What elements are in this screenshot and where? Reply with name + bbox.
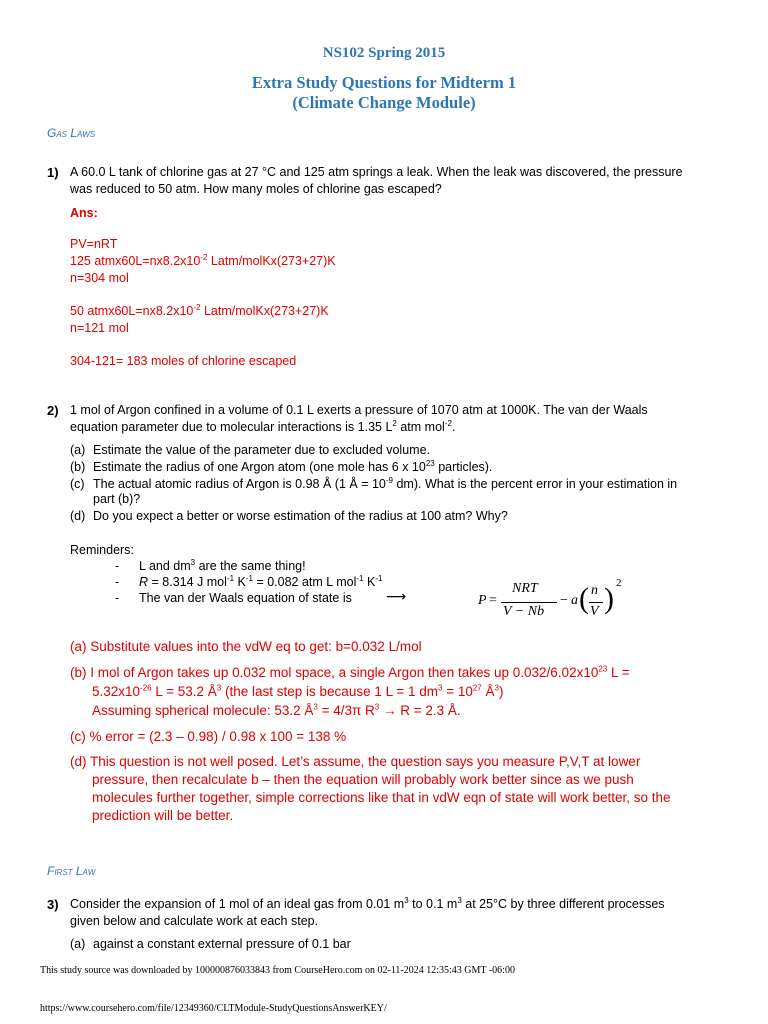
bullet-dash: - [115, 575, 120, 589]
q1-answer-line: 125 $atmx60L=nx8.2x10^{-2}$ Latm/molKx(273+27)K [70, 252, 336, 268]
formula-a: a [571, 593, 578, 608]
section-first-law: First Law [47, 864, 96, 878]
q2-part-a-label: (a) [70, 443, 86, 457]
q2-part-d: Do you expect a better or worse estimation of the radius at 100 atm? Why? [93, 509, 508, 523]
q1-line1: A 60.0 L tank of chlorine gas at 27 °C and 125 atm springs a leak. When the leak was discovered, the pressure [70, 165, 683, 179]
formula-v: V [590, 604, 599, 619]
reminder-3: The van der Waals equation of state is [139, 591, 352, 605]
question-number-3: 3) [47, 897, 59, 912]
formula-numerator: NRT [512, 581, 538, 596]
bullet-dash: - [115, 559, 120, 573]
q2-answer-d-line2: pressure, then recalculate b – then the equation will probably work better since as we push [92, 772, 634, 787]
reminders-heading: Reminders: [70, 543, 134, 557]
q2-answer-d-line4: prediction will be better. [92, 808, 234, 823]
q1-answer-line: n=121 mol [70, 321, 129, 335]
q2-answer-a: (a) Substitute values into the vdW eq to get: b=0.032 L/mol [70, 639, 422, 654]
q2-part-c-line2: part (b)? [93, 492, 141, 506]
formula-fraction-bar [589, 602, 603, 603]
question-number-1: 1) [47, 165, 59, 180]
q2-part-c: The actual atomic radius of Argon is 0.98 Å (1 Å = $10^{-9}$ dm). What is the percent error in your estimation in [93, 475, 678, 491]
doc-title-line2: (Climate Change Module) [292, 93, 476, 112]
formula-paren-close: ) [604, 582, 614, 615]
q1-answer-label: Ans: [70, 206, 98, 220]
doc-title-line1: Extra Study Questions for Midterm 1 [251, 73, 517, 92]
bullet-dash: - [115, 591, 120, 605]
q2-line2: equation parameter due to molecular interactions is 1.35 $L^2$ atm mol$^{-2}$. [70, 418, 456, 434]
q2-part-a: Estimate the value of the parameter due to excluded volume. [93, 443, 430, 457]
q2-answer-d-line1: (d) This question is not well posed. Let’s assume, the question says you measure P,V,T at lower [70, 754, 641, 769]
formula-n: n [591, 583, 598, 598]
q1-answer-line: PV=nRT [70, 237, 118, 251]
q1-answer-line: 50 $atmx60L=nx8.2x10^{-2}$ Latm/molKx(273+27)K [70, 302, 329, 318]
q3-line2: given below and calculate work at each step. [70, 914, 319, 928]
vdw-formula [478, 577, 638, 626]
q3-part-a-label: (a) [70, 937, 86, 951]
arrow-icon: ⟶ [386, 588, 407, 604]
q1-answer-line: n=304 mol [70, 271, 129, 285]
download-note: This study source was downloaded by 100000876033843 from CourseHero.com on 02-11-2024 12:35:43 GMT -06:00 [40, 965, 515, 976]
q2-part-c-label: (c) [70, 477, 85, 491]
reminder-1: L and $dm^3$ are the same thing! [139, 557, 306, 573]
q1-answer-result: 304-121= 183 moles of chlorine escaped [70, 354, 297, 368]
q3-line1: Consider the expansion of 1 mol of an ideal gas from 0.01 $m^3$ to 0.1 $m^3$ at 25°C by three different processes [70, 895, 665, 911]
q1-line2: was reduced to 50 atm. How many moles of chlorine gas escaped? [70, 182, 442, 196]
q2-answer-c: (c) % error = (2.3 – 0.98) / 0.98 x 100 = 138 % [70, 729, 347, 744]
section-gas-laws: Gas Laws [47, 126, 96, 140]
q2-answer-d-line3: molecules further together, simple corrections like that in vdW eqn of state will work better, so the [92, 790, 671, 805]
formula-exponent: 2 [616, 577, 622, 589]
q2-part-d-label: (d) [70, 509, 86, 523]
course-title: NS102 Spring 2015 [322, 45, 446, 61]
formula-fraction-bar [501, 602, 557, 603]
formula-p: P [478, 593, 487, 608]
source-url-link[interactable]: https://www.coursehero.com/file/12349360/CLTModule-StudyQuestionsAnswerKEY/ [40, 1003, 387, 1014]
formula-eq: = [489, 593, 497, 608]
formula-denominator: V − Nb [503, 604, 545, 619]
formula-minus: − [560, 593, 568, 608]
formula-paren-open: ( [579, 582, 589, 615]
q2-part-b-label: (b) [70, 460, 86, 474]
q2-answer-b-line2: $5.32x10^{-26}$ L = 53.2 $Å^3$ (the last step is because 1 L = 1 $dm^3 = 10^{27}$ $Å^3$) [92, 683, 504, 699]
question-number-2: 2) [47, 403, 59, 418]
q3-part-a: against a constant external pressure of 0.1 bar [93, 937, 351, 951]
q2-part-b: Estimate the radius of one Argon atom (one mole has 6 x $10^{23}$ particles). [93, 458, 493, 474]
q2-line1: 1 mol of Argon confined in a volume of 0.1 L exerts a pressure of 1070 atm at 1000K. The van der Waals [70, 403, 648, 417]
q2-answer-b-line1: (b) I mol of Argon takes up 0.032 mol space, a single Argon then takes up $0.032/6.02x10^{23}$ L = [70, 664, 630, 680]
reminder-2: R = 8.314 J mol$^{-1}$ $K^{-1} = 0.082$ atm L mol$^{-1}$ $K^{-1}$ [139, 573, 383, 589]
q2-answer-b-line3: Assuming spherical molecule: 53.2 $Å^3 = 4/3\pi$ $R^3 \to R = 2.3$ Å. [92, 702, 461, 718]
